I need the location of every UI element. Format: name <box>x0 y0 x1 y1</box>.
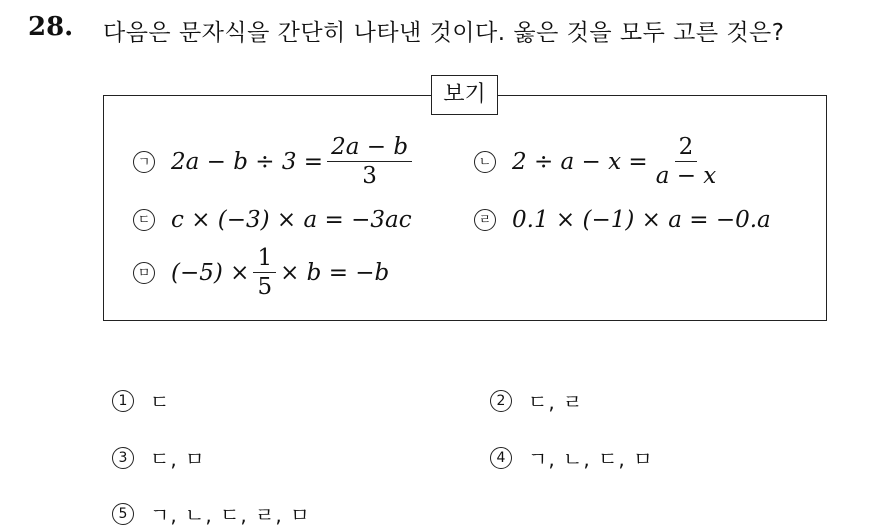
question-text: 다음은 문자식을 간단히 나타낸 것이다. 옳은 것을 모두 고른 것은? <box>103 20 785 46</box>
answer-choice-5[interactable] <box>112 499 310 528</box>
choice-markers: ㄷ, ㅁ <box>150 447 206 471</box>
choice-number: 3 <box>112 447 134 469</box>
item-fraction <box>253 244 276 301</box>
item-marker: ㄷ <box>133 209 155 231</box>
choice-markers: ㄱ, ㄴ, ㄷ, ㅁ <box>528 447 654 471</box>
fraction-denominator: a − x <box>655 163 717 189</box>
example-item-2 <box>474 133 724 190</box>
example-item-5 <box>133 244 389 301</box>
item-marker: ㅁ <box>133 262 155 284</box>
choice-markers: ㄱ, ㄴ, ㄷ, ㄹ, ㅁ <box>150 503 311 527</box>
item-fraction <box>327 133 412 190</box>
item-lhs: (−5) × <box>171 259 250 286</box>
fraction-numerator: 1 <box>253 244 276 273</box>
item-lhs: 2 ÷ a − x = <box>512 148 648 175</box>
example-item-3 <box>133 207 412 233</box>
item-marker: ㄹ <box>474 209 496 231</box>
item-expression: 0.1 × (−1) × a = −0.a <box>512 207 771 233</box>
choice-number: 4 <box>490 447 512 469</box>
item-marker: ㄴ <box>474 151 496 173</box>
answer-choice-4[interactable] <box>490 443 653 472</box>
fraction-denominator: 5 <box>257 274 273 300</box>
item-lhs: 2a − b ÷ 3 = <box>171 148 324 175</box>
choice-number: 1 <box>112 390 134 412</box>
question-number: 28. <box>28 12 74 42</box>
example-box-title: 보기 <box>431 75 498 115</box>
item-fraction <box>652 133 721 190</box>
example-item-4 <box>474 207 771 233</box>
answer-choice-2[interactable] <box>490 386 583 415</box>
fraction-numerator: 2 <box>675 133 698 162</box>
choice-markers: ㄷ <box>150 390 171 414</box>
answer-choice-3[interactable] <box>112 443 205 472</box>
fraction-numerator: 2a − b <box>327 133 412 162</box>
answer-choice-1[interactable] <box>112 386 170 415</box>
item-rhs: × b = −b <box>280 259 390 286</box>
choice-number: 2 <box>490 390 512 412</box>
item-expression: c × (−3) × a = −3ac <box>171 207 412 233</box>
choice-markers: ㄷ, ㄹ <box>528 390 584 414</box>
item-marker: ㄱ <box>133 151 155 173</box>
fraction-denominator: 3 <box>362 163 377 189</box>
example-item-1 <box>133 133 416 190</box>
choice-number: 5 <box>112 503 134 525</box>
